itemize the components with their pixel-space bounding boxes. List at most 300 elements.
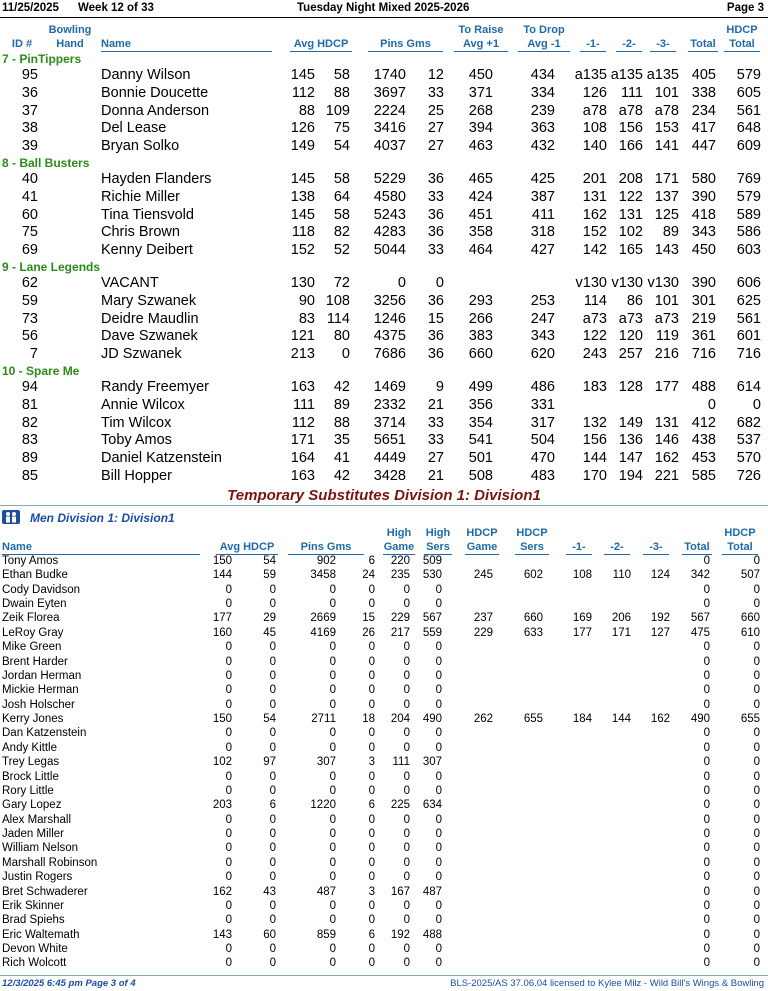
sub-hs: 0 (435, 871, 442, 884)
sub-hdcp: 0 (269, 641, 276, 654)
player-g2: 128 (618, 379, 643, 395)
player-hdcp: 58 (333, 206, 350, 223)
player-gms: 27 (427, 120, 444, 137)
sub-row (0, 641, 768, 655)
player-g1: 152 (582, 224, 607, 241)
player-g2: 120 (618, 328, 643, 345)
sub-hdcp: 0 (269, 583, 276, 596)
player-row (0, 432, 768, 450)
sub-hdcp: 0 (269, 741, 276, 754)
sub-pins: 0 (329, 813, 336, 826)
player-name: Danny Wilson (101, 67, 191, 83)
player-id: 82 (21, 414, 38, 431)
player-gms: 33 (427, 432, 444, 449)
sub-hg: 0 (403, 899, 410, 912)
player-htotal: 648 (736, 120, 761, 137)
sub-total: 0 (703, 871, 710, 884)
player-total: 0 (707, 396, 716, 413)
player-hdcp: 109 (325, 102, 350, 119)
sub-hdcp: 0 (269, 598, 276, 611)
col-total: Total (688, 38, 718, 52)
player-id: 39 (21, 138, 38, 155)
sub-htotal: 660 (740, 612, 760, 625)
sub-name: Dwain Eyten (2, 598, 67, 611)
player-g3: a78 (654, 102, 679, 119)
sub-total: 0 (703, 856, 710, 869)
player-avg: 112 (291, 84, 315, 101)
sub-col-name: Name (2, 541, 200, 555)
sub-pins: 0 (329, 871, 336, 884)
player-raise: 354 (468, 414, 493, 431)
player-name: VACANT (101, 275, 159, 291)
sub-row (0, 584, 768, 598)
player-id: 62 (21, 275, 38, 291)
sub-hs: 0 (435, 899, 442, 912)
player-drop: 318 (530, 224, 555, 241)
sub-col-hdcp-total-1: HDCP (724, 527, 756, 539)
sub-name: Bret Schwaderer (2, 885, 88, 898)
sub-total: 0 (703, 784, 710, 797)
sub-total: 0 (703, 899, 710, 912)
sub-row (0, 857, 768, 871)
player-raise: 424 (468, 188, 493, 205)
sub-hdcp: 0 (269, 669, 276, 682)
player-row (0, 67, 768, 85)
sub-hs: 0 (435, 684, 442, 697)
sub-gms: 0 (368, 698, 375, 711)
sub-total: 0 (703, 914, 710, 927)
player-g1: 183 (582, 379, 607, 395)
sub-col-hdcp-sers-2: Sers (515, 541, 549, 555)
player-raise: 266 (468, 310, 493, 327)
sub-gms: 6 (368, 928, 375, 941)
player-g3: 101 (654, 84, 679, 101)
sub-col-game-1: -1- (566, 541, 592, 555)
sub-hdcp: 0 (269, 684, 276, 697)
sub-pins: 0 (329, 727, 336, 740)
sub-g1: 108 (572, 569, 592, 582)
sub-avg: 0 (225, 828, 232, 841)
player-g2: 102 (618, 224, 643, 241)
sub-name: Ethan Budke (2, 569, 68, 582)
sub-col-high-sers-2: Sers (424, 541, 452, 555)
sub-col-avg-hdcp: Avg HDCP (216, 541, 278, 555)
sub-htotal: 0 (753, 727, 760, 740)
sub-gms: 0 (368, 727, 375, 740)
col-hdcp-total-1: HDCP (726, 24, 758, 36)
player-id: 36 (21, 84, 38, 101)
player-raise: 499 (468, 379, 493, 395)
player-pins: 5651 (373, 432, 406, 449)
sub-hs: 490 (422, 713, 442, 726)
sub-hdcp: 59 (263, 569, 276, 582)
player-total: 417 (691, 120, 716, 137)
sub-hdcp: 0 (269, 942, 276, 955)
sub-avg: 0 (225, 583, 232, 596)
sub-htotal: 0 (753, 942, 760, 955)
player-pins: 0 (397, 275, 406, 291)
page-number: Page 3 (726, 2, 764, 14)
sub-hdcp: 29 (263, 612, 276, 625)
sub-hs: 0 (435, 598, 442, 611)
player-drop: 486 (530, 379, 555, 395)
player-pins: 7686 (373, 346, 406, 363)
sub-avg: 0 (225, 669, 232, 682)
player-drop: 387 (530, 188, 555, 205)
sub-row (0, 699, 768, 713)
sub-g1: 169 (572, 612, 592, 625)
col-drop-1: To Drop (523, 24, 565, 36)
player-gms: 0 (435, 275, 444, 291)
player-htotal: 625 (736, 292, 761, 309)
player-row (0, 397, 768, 415)
sub-row (0, 569, 768, 583)
player-raise: 356 (468, 396, 493, 413)
sub-htotal: 0 (753, 856, 760, 869)
player-id: 95 (21, 67, 38, 83)
sub-total: 0 (703, 813, 710, 826)
player-gms: 33 (427, 242, 444, 259)
sub-g2: 206 (611, 612, 631, 625)
player-htotal: 606 (736, 275, 761, 291)
sub-hdcp: 0 (269, 698, 276, 711)
sub-row (0, 670, 768, 684)
player-pins: 3256 (373, 292, 406, 309)
player-row (0, 311, 768, 329)
sub-name: Tony Amos (2, 555, 59, 567)
player-g1: 126 (582, 84, 607, 101)
sub-avg: 0 (225, 784, 232, 797)
col-id: ID # (11, 38, 33, 50)
sub-hg: 0 (403, 669, 410, 682)
sub-gms: 15 (362, 612, 375, 625)
sub-hs: 0 (435, 784, 442, 797)
sub-pins: 0 (329, 655, 336, 668)
player-gms: 25 (427, 102, 444, 119)
sub-hdcp: 43 (263, 885, 276, 898)
player-row (0, 120, 768, 138)
sub-row (0, 842, 768, 856)
sub-hg: 0 (403, 871, 410, 884)
sub-pins: 0 (329, 641, 336, 654)
sub-avg: 150 (212, 555, 232, 567)
player-gms: 27 (427, 450, 444, 467)
player-hdcp: 80 (333, 328, 350, 345)
sub-hg: 204 (390, 713, 410, 726)
sub-hs: 0 (435, 842, 442, 855)
player-id: 41 (21, 188, 38, 205)
player-row (0, 293, 768, 311)
player-raise: 383 (468, 328, 493, 345)
sub-htotal: 610 (740, 626, 760, 639)
sub-total: 567 (690, 612, 710, 625)
player-total: 405 (691, 67, 716, 83)
sub-total: 0 (703, 555, 710, 567)
sub-name: Kerry Jones (2, 713, 64, 726)
col-name: Name (101, 38, 272, 52)
sub-hg: 217 (390, 626, 410, 639)
sub-name: Jordan Herman (2, 669, 82, 682)
player-g1: 114 (583, 292, 607, 309)
subs-section-title: Men Division 1: Division1 (30, 511, 175, 525)
player-htotal: 603 (736, 242, 761, 259)
player-avg: 164 (290, 450, 315, 467)
sub-hg: 225 (390, 799, 410, 812)
sub-avg: 0 (225, 957, 232, 970)
player-drop: 317 (530, 414, 555, 431)
sub-g2: 171 (611, 626, 631, 639)
sub-total: 0 (703, 928, 710, 941)
sub-avg: 0 (225, 655, 232, 668)
sub-total: 0 (703, 842, 710, 855)
sub-htotal: 0 (753, 899, 760, 912)
player-g1: v130 (575, 275, 607, 291)
sub-avg: 144 (212, 569, 232, 582)
player-g2: 166 (618, 138, 643, 155)
sub-name: William Nelson (2, 842, 79, 855)
sub-row (0, 612, 768, 626)
sub-row (0, 684, 768, 698)
player-pins: 4283 (373, 224, 406, 241)
player-hdcp: 52 (333, 242, 350, 259)
player-name: Hayden Flanders (101, 171, 212, 187)
player-g1: 108 (582, 120, 607, 137)
sub-hdcp: 45 (263, 626, 276, 639)
player-total: 418 (691, 206, 716, 223)
team-title: 8 - Ball Busters (2, 156, 90, 170)
sub-name: Brock Little (2, 770, 59, 783)
player-total: 438 (691, 432, 716, 449)
sub-avg: 0 (225, 842, 232, 855)
sub-pins: 0 (329, 669, 336, 682)
sub-pins: 0 (329, 598, 336, 611)
sub-htotal: 0 (753, 698, 760, 711)
sub-col-total: Total (682, 541, 712, 555)
player-avg: 118 (291, 224, 315, 241)
sub-hdcp: 0 (269, 727, 276, 740)
sub-avg: 0 (225, 684, 232, 697)
player-g2: 194 (618, 468, 643, 484)
sub-total: 0 (703, 727, 710, 740)
player-hdcp: 72 (333, 275, 350, 291)
sub-hg: 0 (403, 957, 410, 970)
sub-name: Josh Holscher (2, 698, 75, 711)
player-hdcp: 108 (325, 292, 350, 309)
sub-row (0, 886, 768, 900)
league-title: Tuesday Night Mixed 2025-2026 (297, 2, 470, 14)
player-avg: 83 (298, 310, 315, 327)
player-avg: 171 (290, 432, 315, 449)
player-g3: 141 (654, 138, 679, 155)
player-drop: 343 (530, 328, 555, 345)
player-hdcp: 114 (326, 310, 350, 327)
player-id: 85 (21, 468, 38, 484)
col-game-1: -1- (580, 38, 606, 52)
sub-g3: 192 (650, 612, 670, 625)
sub-hg: 220 (390, 555, 410, 567)
player-gms: 33 (427, 188, 444, 205)
sub-total: 0 (703, 655, 710, 668)
sub-name: Dan Katzenstein (2, 727, 87, 740)
player-g2: 86 (626, 292, 643, 309)
player-htotal: 589 (736, 206, 761, 223)
sub-gms: 0 (368, 770, 375, 783)
sub-htotal: 0 (753, 555, 760, 567)
player-gms: 33 (427, 84, 444, 101)
sub-total: 0 (703, 957, 710, 970)
sub-hdcp: 0 (269, 770, 276, 783)
sub-g3: 162 (650, 713, 670, 726)
player-g2: 149 (618, 414, 643, 431)
player-avg: 163 (290, 468, 315, 484)
sub-name: Marshall Robinson (2, 856, 98, 869)
sub-avg: 0 (225, 641, 232, 654)
sub-hg: 0 (403, 784, 410, 797)
col-raise-2: Avg +1 (454, 38, 508, 52)
player-total: 488 (691, 379, 716, 395)
player-pins: 3697 (373, 84, 406, 101)
sub-pins: 0 (329, 684, 336, 697)
player-g2: v130 (611, 275, 643, 291)
player-g1: 156 (582, 432, 607, 449)
player-g1: 122 (582, 328, 607, 345)
sub-gms: 0 (368, 914, 375, 927)
player-pins: 2224 (373, 102, 406, 119)
sub-hdcp: 97 (263, 756, 276, 769)
player-pins: 3714 (373, 414, 406, 431)
player-total: 390 (691, 275, 716, 291)
player-total: 301 (691, 292, 716, 309)
player-row (0, 468, 768, 486)
player-name: Kenny Deibert (101, 242, 193, 259)
sub-hs: 530 (422, 569, 442, 582)
sub-htotal: 0 (753, 828, 760, 841)
player-gms: 36 (427, 292, 444, 309)
player-htotal: 561 (736, 102, 761, 119)
player-gms: 36 (427, 328, 444, 345)
sub-hs: 509 (422, 555, 442, 567)
player-g2: 122 (618, 188, 643, 205)
sub-hdcp: 0 (269, 784, 276, 797)
player-drop: 253 (530, 292, 555, 309)
sub-col-high-game-2: Game (383, 541, 415, 553)
player-drop: 620 (530, 346, 555, 363)
player-pins: 1469 (373, 379, 406, 395)
player-pins: 1740 (373, 67, 406, 83)
sub-col-hdcp-sers-1: HDCP (516, 527, 548, 539)
sub-hs: 0 (435, 942, 442, 955)
player-name: Chris Brown (101, 224, 180, 241)
sub-hhg: 262 (473, 713, 493, 726)
player-g3: a73 (654, 310, 679, 327)
player-g1: a73 (582, 310, 607, 327)
sub-hs: 0 (435, 770, 442, 783)
player-raise: 293 (468, 292, 493, 309)
footer-left: 12/3/2025 6:45 pm Page 3 of 4 (2, 978, 136, 989)
sub-hg: 0 (403, 684, 410, 697)
sub-hdcp: 0 (269, 856, 276, 869)
sub-g1: 177 (572, 626, 592, 639)
sub-hhs: 602 (523, 569, 543, 582)
sub-hs: 0 (435, 698, 442, 711)
sub-total: 0 (703, 583, 710, 596)
sub-pins: 0 (329, 899, 336, 912)
sub-name: Brent Harder (2, 655, 68, 668)
sub-hs: 634 (422, 799, 442, 812)
sub-hs: 0 (435, 914, 442, 927)
player-hdcp: 35 (333, 432, 350, 449)
report-date: 11/25/2025 (2, 2, 59, 14)
sub-pins: 0 (329, 784, 336, 797)
player-pins: 1246 (373, 310, 406, 327)
player-id: 94 (21, 379, 38, 395)
sub-name: LeRoy Gray (2, 626, 64, 639)
sub-hs: 0 (435, 655, 442, 668)
sub-gms: 0 (368, 871, 375, 884)
player-drop: 247 (530, 310, 555, 327)
sub-hs: 567 (422, 612, 442, 625)
player-row (0, 415, 768, 433)
sub-avg: 102 (212, 756, 232, 769)
player-g2: a78 (618, 102, 643, 119)
player-id: 89 (21, 450, 38, 467)
player-total: 219 (691, 310, 716, 327)
sub-htotal: 0 (753, 598, 760, 611)
sub-avg: 0 (225, 741, 232, 754)
player-name: Bonnie Doucette (101, 84, 209, 101)
player-hdcp: 58 (333, 171, 350, 187)
player-name: Mary Szwanek (101, 292, 197, 309)
sub-hg: 0 (403, 842, 410, 855)
sub-hs: 0 (435, 727, 442, 740)
sub-hdcp: 0 (269, 828, 276, 841)
sub-hg: 0 (403, 641, 410, 654)
sub-name: Jaden Miller (2, 828, 64, 841)
col-hand-2: Hand (56, 38, 84, 50)
player-raise: 451 (468, 206, 493, 223)
player-htotal: 0 (752, 396, 761, 413)
col-pins-gms: Pins Gms (368, 38, 443, 52)
player-gms: 36 (427, 224, 444, 241)
player-id: 7 (29, 346, 38, 363)
sub-hg: 0 (403, 583, 410, 596)
player-g3: a135 (646, 67, 679, 83)
sub-hdcp: 0 (269, 871, 276, 884)
player-gms: 21 (427, 396, 444, 413)
sub-hg: 0 (403, 828, 410, 841)
player-pins: 3416 (373, 120, 406, 137)
sub-hg: 0 (403, 914, 410, 927)
sub-pins: 0 (329, 828, 336, 841)
sub-name: Brad Spiehs (2, 914, 65, 927)
sub-total: 0 (703, 741, 710, 754)
sub-gms: 0 (368, 828, 375, 841)
player-name: Richie Miller (101, 188, 180, 205)
player-raise: 450 (468, 67, 493, 83)
sub-total: 0 (703, 669, 710, 682)
player-drop: 239 (530, 102, 555, 119)
player-drop: 432 (530, 138, 555, 155)
player-htotal: 601 (736, 328, 761, 345)
sub-avg: 0 (225, 727, 232, 740)
player-row (0, 103, 768, 121)
sub-avg: 0 (225, 856, 232, 869)
sub-total: 0 (703, 684, 710, 697)
player-g1: 144 (582, 450, 607, 467)
player-htotal: 609 (736, 138, 761, 155)
player-avg: 138 (290, 188, 315, 205)
player-name: Tim Wilcox (101, 414, 172, 431)
